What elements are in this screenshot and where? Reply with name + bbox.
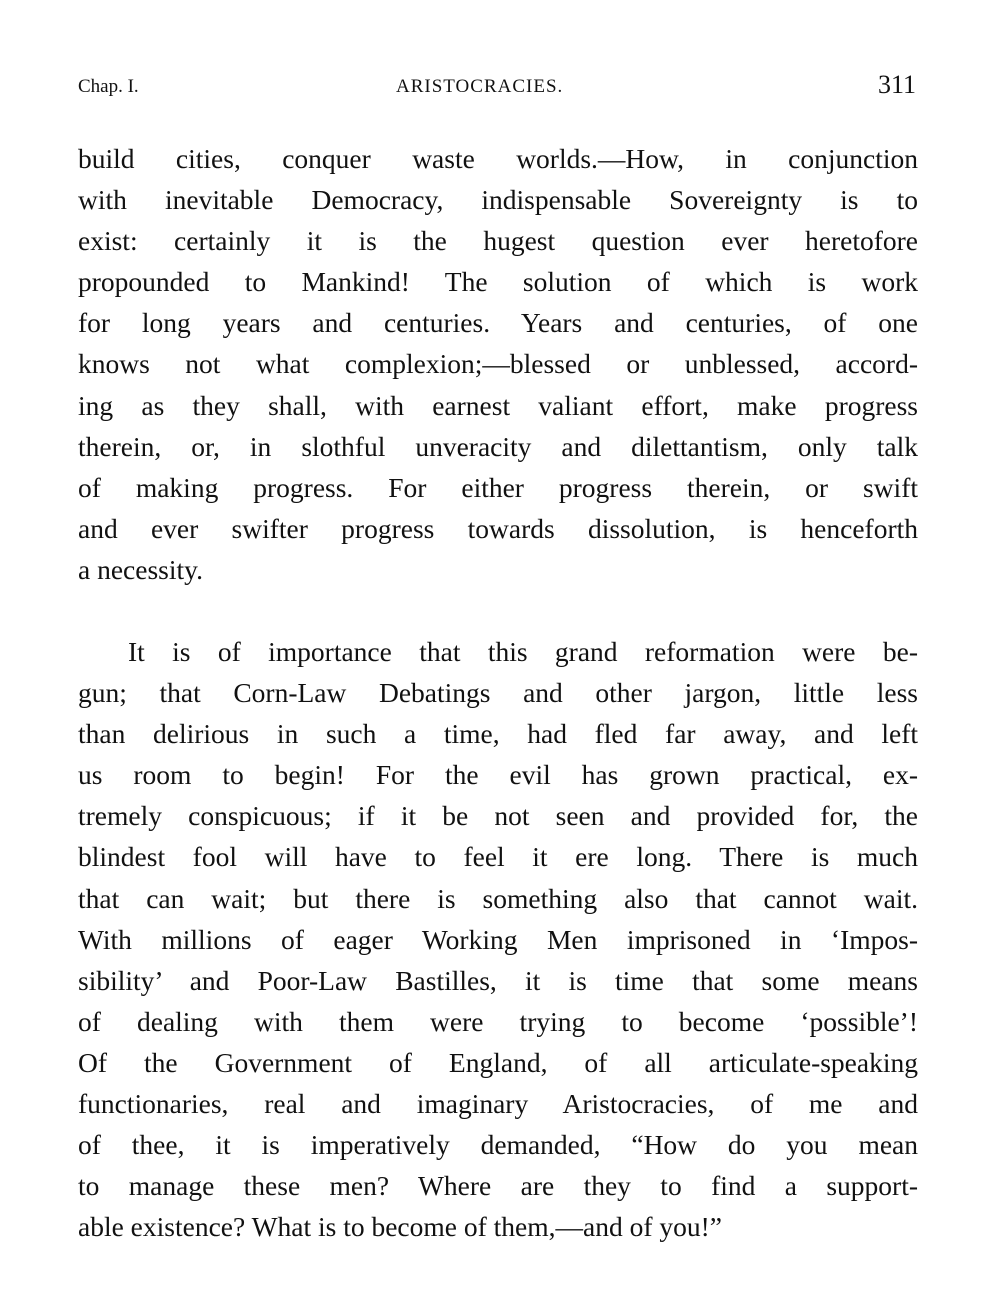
text-line: of making progress. For either progress therein, or swift bbox=[78, 471, 918, 503]
text-line: therein, or, in slothful unveracity and dilettantism, only talk bbox=[78, 430, 918, 462]
text-line: us room to begin! For the evil has grown practical, ex- bbox=[78, 759, 918, 791]
text-line: propounded to Mankind! The solution of which is work bbox=[78, 266, 918, 298]
text-line: for long years and centuries. Years and centuries, of one bbox=[78, 307, 918, 339]
page-number: 311 bbox=[877, 70, 916, 99]
paragraph-1 bbox=[78, 138, 918, 590]
text-line: blindest fool will have to feel it ere long. There is much bbox=[78, 841, 918, 873]
text-line: to manage these men? Where are they to find a support- bbox=[78, 1170, 918, 1202]
text-line: exist: certainly it is the hugest question ever heretofore bbox=[78, 225, 918, 257]
text-line: gun; that Corn-Law Debatings and other jargon, little less bbox=[78, 677, 918, 709]
text-line: of thee, it is imperatively demanded, “How do you mean bbox=[78, 1129, 918, 1161]
text-line: It is of importance that this grand reformation were be- bbox=[128, 636, 918, 667]
text-line: knows not what complexion;—blessed or unblessed, accord- bbox=[78, 348, 918, 380]
running-header-chapter: Chap. I. bbox=[78, 76, 139, 97]
text-line: with inevitable Democracy, indispensable Sovereignty is to bbox=[78, 184, 918, 216]
text-line: Of the Government of England, of all articulate-speaking bbox=[78, 1046, 918, 1078]
paragraph-2 bbox=[78, 631, 918, 1247]
text-line: build cities, conquer waste worlds.—How, in conjunction bbox=[78, 143, 918, 174]
text-line: sibility’ and Poor-Law Bastilles, it is time that some means bbox=[78, 964, 918, 996]
text-line: With millions of eager Working Men imprisoned in ‘Impos- bbox=[78, 923, 918, 955]
running-header-title: ARISTOCRACIES. bbox=[396, 76, 564, 97]
text-line: a necessity. bbox=[78, 553, 203, 585]
text-line: than delirious in such a time, had fled far away, and left bbox=[78, 718, 918, 750]
text-line: of dealing with them were trying to become ‘possible’! bbox=[78, 1005, 918, 1037]
text-line: functionaries, real and imaginary Aristocracies, of me and bbox=[78, 1088, 918, 1120]
text-line: ing as they shall, with earnest valiant effort, make progress bbox=[78, 389, 918, 421]
text-line: and ever swifter progress towards dissolution, is henceforth bbox=[78, 512, 918, 544]
text-line: able existence? What is to become of them,—and of you!” bbox=[78, 1211, 722, 1243]
text-line: that can wait; but there is something also that cannot wait. bbox=[78, 882, 918, 914]
text-line: tremely conspicuous; if it be not seen and provided for, the bbox=[78, 800, 918, 832]
